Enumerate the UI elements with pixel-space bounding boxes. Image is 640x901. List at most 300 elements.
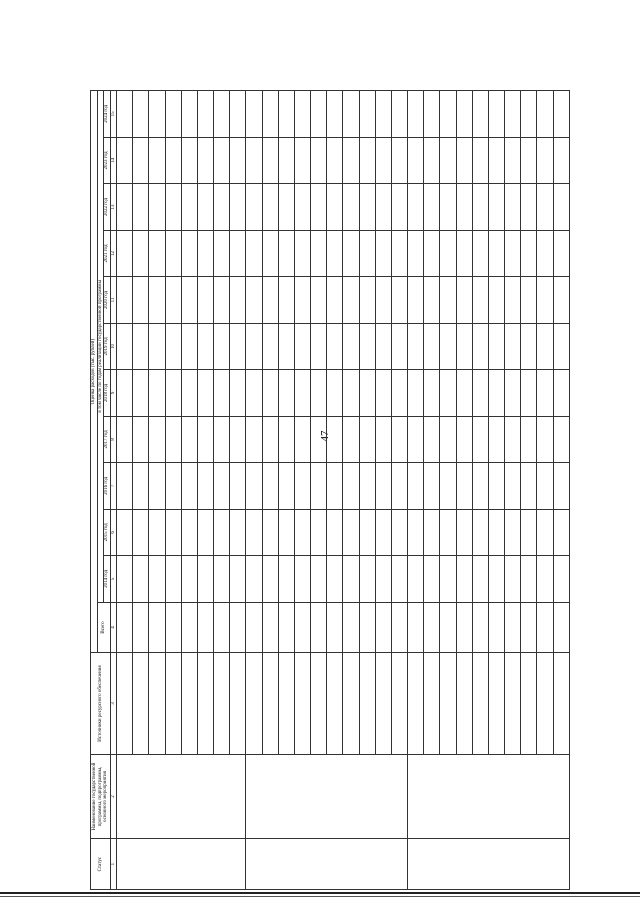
cell-year-value: [359, 184, 375, 230]
cell-year-value: [488, 509, 504, 555]
cell-year-value: [133, 184, 149, 230]
cell-total: [553, 602, 569, 653]
cell-year-value: [553, 230, 569, 276]
row-name: [246, 754, 408, 839]
row-source: [117, 653, 133, 754]
cell-year-value: [343, 323, 359, 369]
header-name: Наименование государственной программы, подпрограммы, основного мероприятия: [91, 754, 111, 839]
cell-year-value: [278, 556, 294, 602]
cell-year-value: [456, 463, 472, 509]
cell-year-value: [440, 277, 456, 323]
cell-year-value: [311, 277, 327, 323]
cell-year-value: [149, 556, 165, 602]
cell-year-value: [472, 509, 488, 555]
column-number: 14: [110, 137, 117, 183]
cell-year-value: [472, 370, 488, 416]
cell-total: [262, 602, 278, 653]
cell-year-value: [197, 91, 213, 138]
column-number: 12: [110, 230, 117, 276]
cell-year-value: [424, 556, 440, 602]
header-year: 2018 год: [104, 370, 111, 416]
cell-year-value: [262, 230, 278, 276]
cell-year-value: [488, 137, 504, 183]
cell-year-value: [424, 463, 440, 509]
cell-year-value: [197, 137, 213, 183]
cell-year-value: [165, 463, 181, 509]
header-expense-estimate: Оценка расходов (тыс. рублей): [91, 91, 98, 653]
cell-year-value: [521, 277, 537, 323]
cell-year-value: [505, 323, 521, 369]
row-source: [311, 653, 327, 754]
cell-year-value: [327, 277, 343, 323]
cell-year-value: [488, 370, 504, 416]
cell-total: [149, 602, 165, 653]
cell-year-value: [294, 323, 310, 369]
header-by-year: в том числе по годам реализации государственной программы: [97, 91, 104, 603]
row-source: [294, 653, 310, 754]
cell-year-value: [521, 509, 537, 555]
row-source: [246, 653, 262, 754]
cell-year-value: [327, 463, 343, 509]
cell-year-value: [133, 463, 149, 509]
column-number: 1: [110, 839, 117, 890]
cell-year-value: [230, 509, 246, 555]
cell-year-value: [197, 509, 213, 555]
cell-year-value: [262, 370, 278, 416]
cell-year-value: [537, 463, 553, 509]
cell-year-value: [262, 416, 278, 462]
cell-year-value: [408, 370, 424, 416]
row-source: [359, 653, 375, 754]
cell-year-value: [246, 463, 262, 509]
cell-year-value: [505, 416, 521, 462]
cell-year-value: [311, 509, 327, 555]
cell-year-value: [359, 416, 375, 462]
cell-year-value: [343, 416, 359, 462]
cell-year-value: [375, 556, 391, 602]
cell-year-value: [424, 137, 440, 183]
cell-year-value: [553, 463, 569, 509]
cell-year-value: [391, 323, 407, 369]
cell-year-value: [230, 184, 246, 230]
cell-year-value: [117, 323, 133, 369]
cell-year-value: [181, 184, 197, 230]
cell-year-value: [553, 370, 569, 416]
header-status: Статус: [91, 839, 111, 890]
cell-year-value: [165, 556, 181, 602]
cell-year-value: [440, 509, 456, 555]
cell-year-value: [117, 91, 133, 138]
cell-year-value: [149, 137, 165, 183]
cell-year-value: [440, 137, 456, 183]
cell-year-value: [246, 137, 262, 183]
cell-year-value: [424, 230, 440, 276]
cell-year-value: [133, 556, 149, 602]
cell-year-value: [149, 91, 165, 138]
cell-year-value: [294, 556, 310, 602]
row-source: [391, 653, 407, 754]
row-source: [408, 653, 424, 754]
cell-year-value: [117, 556, 133, 602]
cell-year-value: [181, 137, 197, 183]
cell-year-value: [278, 184, 294, 230]
cell-year-value: [424, 91, 440, 138]
cell-year-value: [375, 137, 391, 183]
cell-year-value: [343, 370, 359, 416]
cell-year-value: [359, 230, 375, 276]
cell-year-value: [149, 184, 165, 230]
cell-year-value: [408, 556, 424, 602]
cell-total: [311, 602, 327, 653]
row-source: [521, 653, 537, 754]
cell-year-value: [553, 509, 569, 555]
cell-year-value: [440, 323, 456, 369]
row-source: [327, 653, 343, 754]
cell-year-value: [149, 370, 165, 416]
header-year: 2024 год: [104, 91, 111, 138]
cell-total: [133, 602, 149, 653]
cell-year-value: [537, 137, 553, 183]
cell-year-value: [359, 323, 375, 369]
header-year: 2015 год: [104, 509, 111, 555]
rotated-table-container: [90, 90, 570, 890]
column-number: 2: [110, 754, 117, 839]
cell-year-value: [214, 91, 230, 138]
cell-total: [424, 602, 440, 653]
cell-year-value: [488, 463, 504, 509]
cell-year-value: [537, 416, 553, 462]
cell-year-value: [262, 323, 278, 369]
cell-year-value: [553, 277, 569, 323]
cell-year-value: [375, 230, 391, 276]
cell-year-value: [375, 370, 391, 416]
cell-year-value: [521, 323, 537, 369]
cell-year-value: [165, 230, 181, 276]
cell-total: [505, 602, 521, 653]
row-source: [149, 653, 165, 754]
row-source: [424, 653, 440, 754]
cell-year-value: [343, 509, 359, 555]
cell-year-value: [553, 137, 569, 183]
cell-year-value: [278, 277, 294, 323]
cell-total: [278, 602, 294, 653]
column-number: 8: [110, 416, 117, 462]
cell-year-value: [456, 370, 472, 416]
cell-year-value: [408, 277, 424, 323]
cell-year-value: [278, 230, 294, 276]
row-source: [230, 653, 246, 754]
cell-year-value: [311, 323, 327, 369]
cell-year-value: [408, 323, 424, 369]
cell-year-value: [214, 370, 230, 416]
header-source: Источники ресурсного обеспечения: [91, 653, 111, 754]
cell-year-value: [149, 323, 165, 369]
cell-year-value: [165, 277, 181, 323]
cell-year-value: [327, 370, 343, 416]
cell-year-value: [278, 509, 294, 555]
cell-total: [359, 602, 375, 653]
column-number: 10: [110, 323, 117, 369]
cell-year-value: [165, 91, 181, 138]
cell-year-value: [181, 91, 197, 138]
cell-year-value: [472, 184, 488, 230]
cell-year-value: [197, 277, 213, 323]
cell-year-value: [440, 91, 456, 138]
cell-year-value: [472, 277, 488, 323]
cell-year-value: [230, 556, 246, 602]
cell-year-value: [133, 509, 149, 555]
cell-year-value: [521, 463, 537, 509]
cell-year-value: [278, 91, 294, 138]
row-name: [117, 754, 246, 839]
cell-year-value: [537, 509, 553, 555]
cell-year-value: [424, 370, 440, 416]
row-status: [408, 839, 570, 890]
cell-year-value: [472, 416, 488, 462]
table-body: [117, 91, 570, 890]
cell-year-value: [117, 416, 133, 462]
cell-year-value: [375, 509, 391, 555]
cell-year-value: [117, 137, 133, 183]
cell-year-value: [246, 556, 262, 602]
cell-year-value: [230, 230, 246, 276]
cell-year-value: [165, 137, 181, 183]
cell-year-value: [408, 416, 424, 462]
cell-year-value: [505, 556, 521, 602]
cell-year-value: [311, 91, 327, 138]
cell-year-value: [133, 137, 149, 183]
cell-year-value: [505, 230, 521, 276]
cell-year-value: [505, 509, 521, 555]
cell-year-value: [521, 184, 537, 230]
cell-year-value: [375, 184, 391, 230]
cell-total: [408, 602, 424, 653]
cell-year-value: [246, 230, 262, 276]
cell-year-value: [359, 463, 375, 509]
cell-year-value: [505, 91, 521, 138]
cell-year-value: [521, 91, 537, 138]
cell-year-value: [149, 463, 165, 509]
cell-year-value: [472, 91, 488, 138]
header-year: 2016 год: [104, 463, 111, 509]
row-source: [375, 653, 391, 754]
cell-year-value: [117, 463, 133, 509]
cell-year-value: [456, 91, 472, 138]
cell-year-value: [181, 277, 197, 323]
cell-year-value: [311, 416, 327, 462]
cell-year-value: [246, 277, 262, 323]
cell-year-value: [391, 509, 407, 555]
cell-year-value: [262, 277, 278, 323]
cell-year-value: [391, 277, 407, 323]
cell-year-value: [278, 416, 294, 462]
cell-total: [117, 602, 133, 653]
cell-year-value: [214, 509, 230, 555]
cell-year-value: [424, 509, 440, 555]
row-source: [181, 653, 197, 754]
cell-year-value: [408, 184, 424, 230]
cell-year-value: [359, 137, 375, 183]
cell-year-value: [359, 556, 375, 602]
cell-year-value: [359, 91, 375, 138]
cell-total: [165, 602, 181, 653]
cell-year-value: [311, 370, 327, 416]
cell-year-value: [133, 230, 149, 276]
cell-year-value: [537, 184, 553, 230]
cell-year-value: [327, 91, 343, 138]
cell-year-value: [553, 323, 569, 369]
row-source: [133, 653, 149, 754]
cell-year-value: [278, 137, 294, 183]
page-number: 47: [319, 430, 331, 442]
cell-year-value: [294, 463, 310, 509]
cell-year-value: [343, 184, 359, 230]
cell-year-value: [472, 463, 488, 509]
cell-year-value: [230, 463, 246, 509]
cell-year-value: [197, 230, 213, 276]
cell-year-value: [149, 509, 165, 555]
cell-year-value: [133, 277, 149, 323]
cell-year-value: [537, 370, 553, 416]
table-row: [408, 91, 424, 890]
scan-edge: [0, 896, 640, 897]
cell-year-value: [133, 370, 149, 416]
cell-year-value: [505, 184, 521, 230]
row-source: [456, 653, 472, 754]
cell-year-value: [230, 137, 246, 183]
cell-year-value: [359, 277, 375, 323]
cell-year-value: [553, 556, 569, 602]
budget-table: [90, 90, 570, 890]
cell-year-value: [343, 463, 359, 509]
cell-total: [488, 602, 504, 653]
cell-year-value: [214, 556, 230, 602]
cell-year-value: [327, 230, 343, 276]
cell-year-value: [149, 230, 165, 276]
cell-year-value: [505, 370, 521, 416]
table-row: [117, 91, 133, 890]
cell-year-value: [327, 184, 343, 230]
cell-year-value: [294, 137, 310, 183]
cell-year-value: [521, 137, 537, 183]
cell-year-value: [311, 137, 327, 183]
row-source: [214, 653, 230, 754]
cell-year-value: [133, 323, 149, 369]
row-source: [278, 653, 294, 754]
cell-year-value: [521, 230, 537, 276]
cell-year-value: [327, 137, 343, 183]
cell-year-value: [181, 416, 197, 462]
cell-year-value: [391, 416, 407, 462]
cell-year-value: [505, 137, 521, 183]
cell-year-value: [505, 463, 521, 509]
column-number: 9: [110, 370, 117, 416]
cell-year-value: [165, 509, 181, 555]
cell-year-value: [294, 370, 310, 416]
cell-year-value: [488, 184, 504, 230]
column-number: 5: [110, 556, 117, 602]
cell-year-value: [214, 230, 230, 276]
cell-year-value: [181, 463, 197, 509]
cell-year-value: [359, 370, 375, 416]
cell-year-value: [456, 416, 472, 462]
column-number: 6: [110, 509, 117, 555]
cell-year-value: [456, 184, 472, 230]
cell-year-value: [165, 323, 181, 369]
cell-year-value: [391, 184, 407, 230]
cell-year-value: [537, 323, 553, 369]
cell-year-value: [230, 416, 246, 462]
column-number: 13: [110, 184, 117, 230]
cell-year-value: [197, 184, 213, 230]
cell-year-value: [294, 230, 310, 276]
cell-year-value: [246, 370, 262, 416]
cell-year-value: [343, 556, 359, 602]
column-number: 3: [110, 653, 117, 754]
cell-total: [440, 602, 456, 653]
cell-year-value: [294, 277, 310, 323]
cell-year-value: [214, 277, 230, 323]
cell-year-value: [391, 556, 407, 602]
cell-year-value: [343, 91, 359, 138]
cell-year-value: [165, 370, 181, 416]
cell-total: [537, 602, 553, 653]
cell-year-value: [408, 230, 424, 276]
cell-year-value: [117, 370, 133, 416]
header-year: 2023 год: [104, 137, 111, 183]
cell-year-value: [327, 509, 343, 555]
column-number: 15: [110, 91, 117, 138]
row-source: [472, 653, 488, 754]
cell-year-value: [165, 416, 181, 462]
cell-year-value: [343, 137, 359, 183]
cell-year-value: [230, 370, 246, 416]
cell-year-value: [214, 184, 230, 230]
cell-total: [230, 602, 246, 653]
cell-year-value: [391, 230, 407, 276]
cell-year-value: [375, 416, 391, 462]
cell-year-value: [214, 323, 230, 369]
cell-year-value: [472, 137, 488, 183]
cell-year-value: [408, 91, 424, 138]
cell-year-value: [327, 323, 343, 369]
cell-year-value: [327, 556, 343, 602]
cell-year-value: [294, 91, 310, 138]
cell-year-value: [505, 277, 521, 323]
cell-year-value: [294, 184, 310, 230]
row-source: [553, 653, 569, 754]
cell-year-value: [343, 230, 359, 276]
header-year: 2014 год: [104, 556, 111, 602]
cell-year-value: [456, 509, 472, 555]
cell-year-value: [197, 370, 213, 416]
cell-year-value: [311, 230, 327, 276]
cell-year-value: [521, 370, 537, 416]
header-year: 2020 год: [104, 277, 111, 323]
cell-year-value: [440, 463, 456, 509]
cell-year-value: [488, 323, 504, 369]
cell-year-value: [488, 277, 504, 323]
cell-year-value: [133, 416, 149, 462]
cell-year-value: [521, 556, 537, 602]
row-source: [488, 653, 504, 754]
row-source: [165, 653, 181, 754]
cell-year-value: [230, 277, 246, 323]
cell-year-value: [456, 137, 472, 183]
cell-year-value: [343, 277, 359, 323]
cell-year-value: [440, 230, 456, 276]
cell-total: [472, 602, 488, 653]
